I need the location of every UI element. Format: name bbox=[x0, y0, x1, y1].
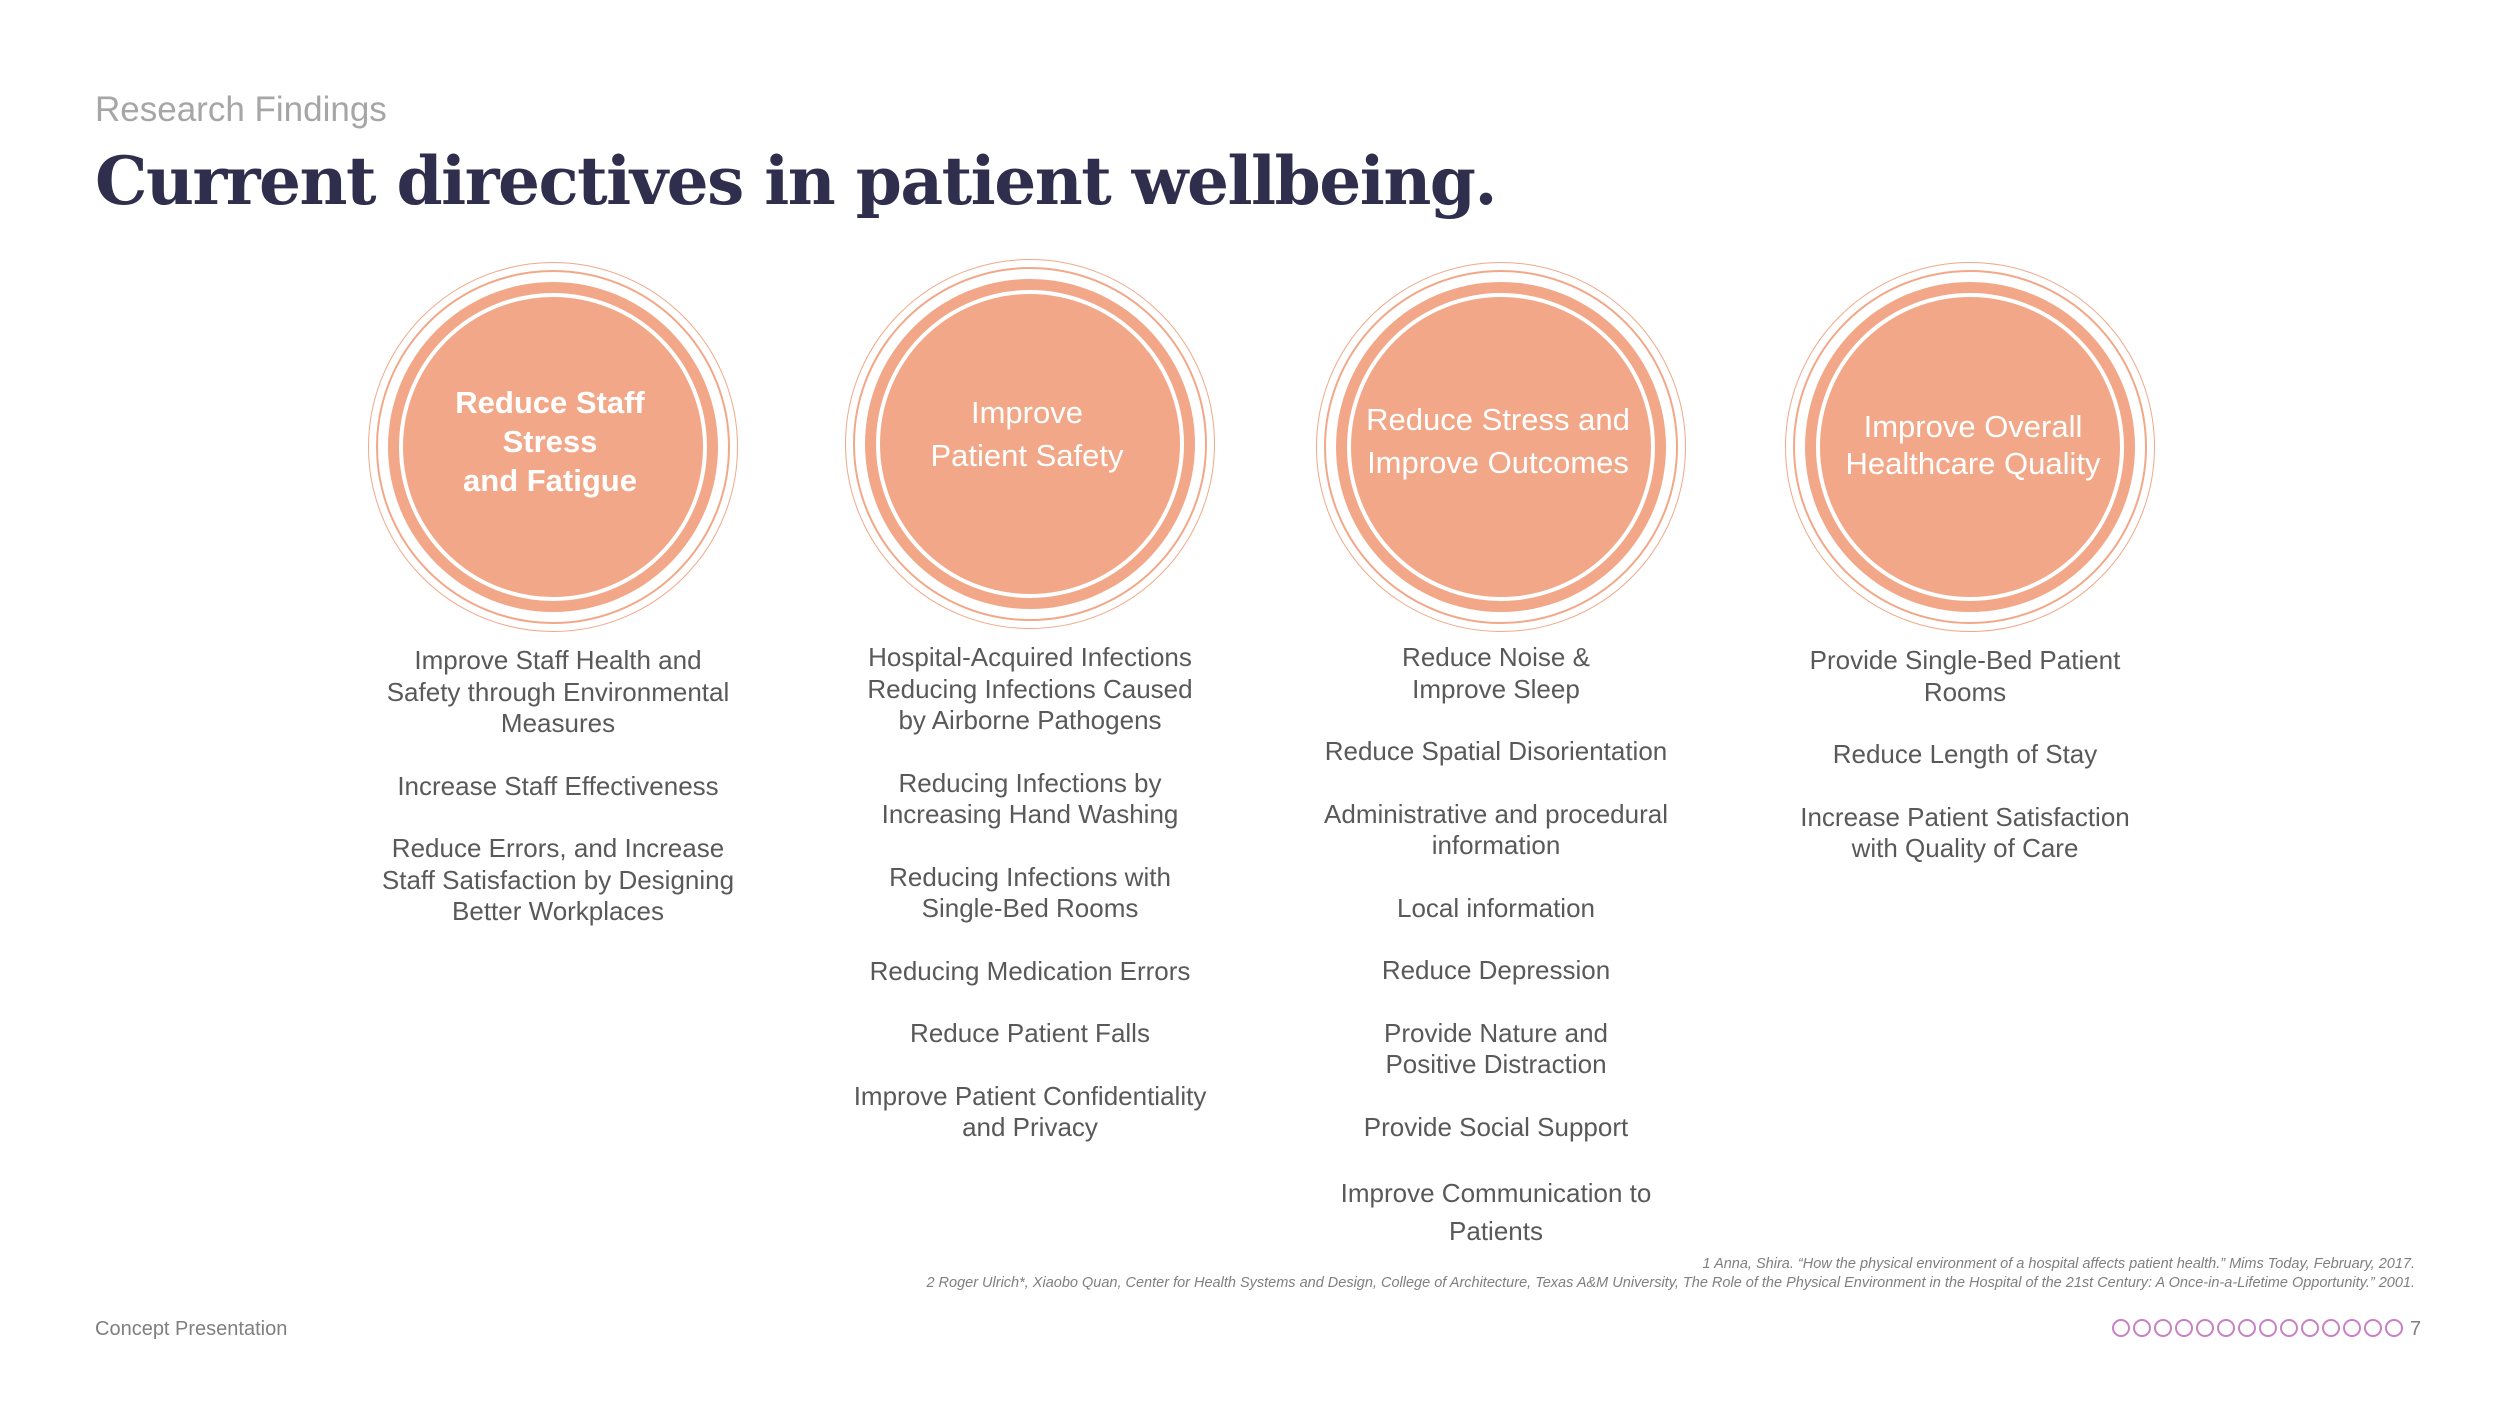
item-list bbox=[358, 645, 758, 959]
circle-heading: Reduce Stress and Improve Outcomes bbox=[1366, 402, 1630, 480]
footer-label: Concept Presentation bbox=[95, 1318, 288, 1340]
list-item: Increase Patient Satisfaction with Quality of Care bbox=[1800, 801, 2130, 863]
list-item: Reducing Infections by Increasing Hand Washing bbox=[881, 767, 1179, 829]
page-title: Current directives in patient wellbeing. bbox=[95, 142, 1496, 220]
list-item: Improve Patient Confidentiality and Privacy bbox=[853, 1080, 1207, 1142]
progress-dot-icon bbox=[2259, 1319, 2277, 1337]
circle-badge bbox=[845, 259, 1215, 629]
list-item: Administrative and procedural information bbox=[1324, 798, 1668, 860]
circle-badge bbox=[1316, 262, 1686, 632]
progress-dot-icon bbox=[2301, 1319, 2319, 1337]
footnotes bbox=[915, 1255, 2415, 1293]
circle-heading: Improve Patient Safety bbox=[930, 395, 1124, 473]
progress-dot-icon bbox=[2238, 1319, 2256, 1337]
progress-dots bbox=[2112, 1319, 2403, 1337]
list-item: Provide Social Support bbox=[1363, 1111, 1629, 1142]
progress-dot-icon bbox=[2154, 1319, 2172, 1337]
progress-dot-icon bbox=[2385, 1319, 2403, 1337]
progress-dot-icon bbox=[2280, 1319, 2298, 1337]
section-eyebrow: Research Findings bbox=[95, 90, 387, 129]
list-item: Increase Staff Effectiveness bbox=[397, 770, 719, 801]
progress-dot-icon bbox=[2364, 1319, 2382, 1337]
list-item: Reduce Patient Falls bbox=[910, 1018, 1150, 1048]
list-item: Improve Staff Health and Safety through Environmental Measures bbox=[386, 645, 730, 738]
item-list bbox=[1296, 642, 1696, 1281]
circle-badge bbox=[1785, 262, 2155, 632]
circle-heading: Improve Overall Healthcare Quality bbox=[1845, 409, 2101, 481]
list-item: Provide Single-Bed Patient Rooms bbox=[1809, 645, 2121, 707]
footnote-2: 2 Roger Ulrich*, Xiaobo Quan, Center for Health Systems and Design, College of Architecture, Texas A&M University, The Role of the Physical Environment in the Hospital of the 21st Century: A Once-in-a-Lifetime Opportunity.” 2001. bbox=[926, 1275, 2415, 1291]
list-item: Reduce Spatial Disorientation bbox=[1324, 736, 1668, 766]
progress-dot-icon bbox=[2322, 1319, 2340, 1337]
progress-dot-icon bbox=[2196, 1319, 2214, 1337]
list-item: Provide Nature and Positive Distraction bbox=[1383, 1017, 1609, 1079]
list-item: Improve Communication to Patients bbox=[1340, 1178, 1652, 1246]
list-item: Reduce Noise & Improve Sleep bbox=[1402, 642, 1590, 704]
progress-dot-icon bbox=[2112, 1319, 2130, 1337]
circle-badge bbox=[368, 262, 738, 632]
list-item: Hospital-Acquired Infections Reducing Infections Caused by Airborne Pathogens bbox=[867, 642, 1193, 735]
list-item: Reduce Depression bbox=[1381, 955, 1611, 985]
list-item: Reduce Errors, and Increase Staff Satisfaction by Designing Better Workplaces bbox=[381, 833, 735, 926]
item-list bbox=[830, 642, 1230, 1175]
circle-heading: Reduce Staff Stress and Fatigue bbox=[455, 384, 645, 498]
item-list bbox=[1765, 645, 2165, 896]
list-item: Local information bbox=[1397, 892, 1595, 923]
page-number: 7 bbox=[2410, 1318, 2422, 1340]
progress-dot-icon bbox=[2217, 1319, 2235, 1337]
progress-dot-icon bbox=[2133, 1319, 2151, 1337]
list-item: Reducing Medication Errors bbox=[869, 955, 1191, 986]
footnote-1: 1 Anna, Shira. “How the physical environment of a hospital affects patient health.” Mims Today, February, 2017. bbox=[1702, 1256, 2415, 1272]
progress-dot-icon bbox=[2343, 1319, 2361, 1337]
list-item: Reducing Infections with Single-Bed Rooms bbox=[889, 861, 1171, 923]
list-item: Reduce Length of Stay bbox=[1832, 739, 2098, 769]
progress-dot-icon bbox=[2175, 1319, 2193, 1337]
